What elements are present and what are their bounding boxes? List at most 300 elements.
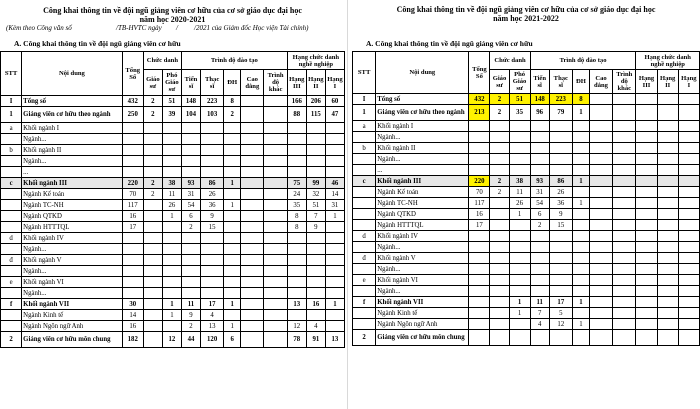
row-value xyxy=(613,132,636,143)
row-value: 17 xyxy=(549,297,572,308)
row-value xyxy=(241,156,264,167)
row-content: Khối ngành II xyxy=(376,143,469,154)
row-value: 16 xyxy=(306,299,325,310)
row-value: 60 xyxy=(325,96,344,107)
row-value xyxy=(162,266,181,277)
col-tong-so: Tổng Số xyxy=(469,52,490,94)
row-content: Giảng viên cơ hữu theo ngành xyxy=(22,107,123,123)
row-value xyxy=(143,332,162,348)
row-value xyxy=(572,154,589,165)
lecturer-table xyxy=(352,51,700,346)
row-value xyxy=(325,233,344,244)
row-value: 166 xyxy=(287,96,306,107)
row-value xyxy=(264,222,287,233)
row-value xyxy=(572,165,589,176)
row-value xyxy=(469,319,490,330)
row-value: 31 xyxy=(181,189,200,200)
row-value xyxy=(657,297,678,308)
row-value: 1 xyxy=(325,299,344,310)
row-value xyxy=(162,123,181,134)
row-value xyxy=(678,132,699,143)
row-value xyxy=(613,198,636,209)
row-value xyxy=(241,244,264,255)
row-value xyxy=(181,233,200,244)
row-stt: b xyxy=(1,145,22,156)
row-value xyxy=(657,264,678,275)
row-value xyxy=(678,297,699,308)
row-value xyxy=(122,277,143,288)
row-value xyxy=(530,143,549,154)
row-value: 1 xyxy=(572,319,589,330)
row-value xyxy=(469,264,490,275)
row-value xyxy=(122,134,143,145)
table-row xyxy=(1,200,345,211)
row-value xyxy=(589,209,612,220)
row-value: 223 xyxy=(200,96,223,107)
row-value xyxy=(636,242,657,253)
row-value xyxy=(287,134,306,145)
row-value: 35 xyxy=(509,105,530,121)
row-value xyxy=(490,198,509,209)
table-row xyxy=(1,277,345,288)
row-value xyxy=(657,132,678,143)
row-value xyxy=(264,107,287,123)
row-value xyxy=(636,143,657,154)
row-value xyxy=(325,167,344,178)
table-row xyxy=(1,96,345,107)
row-value: 31 xyxy=(530,187,549,198)
row-stt xyxy=(353,154,376,165)
table-row xyxy=(353,187,700,198)
table-row xyxy=(353,220,700,231)
row-value xyxy=(224,123,241,134)
row-value xyxy=(287,233,306,244)
row-content: Khối ngành I xyxy=(22,123,123,134)
row-value xyxy=(636,121,657,132)
row-value xyxy=(287,167,306,178)
row-value: 6 xyxy=(530,209,549,220)
row-value xyxy=(613,121,636,132)
col-hang-chuc-danh: Hạng chức danh nghề nghiệp xyxy=(287,52,344,70)
row-value xyxy=(224,310,241,321)
row-content: Khối ngành III xyxy=(22,178,123,189)
table-row xyxy=(353,94,700,105)
row-value xyxy=(657,143,678,154)
row-value xyxy=(325,255,344,266)
row-value xyxy=(264,299,287,310)
row-value xyxy=(613,297,636,308)
row-value xyxy=(162,288,181,299)
row-value: 220 xyxy=(469,176,490,187)
row-value xyxy=(589,231,612,242)
row-value xyxy=(636,330,657,346)
row-value xyxy=(678,154,699,165)
row-value xyxy=(143,123,162,134)
row-value xyxy=(162,277,181,288)
row-value xyxy=(469,143,490,154)
row-value xyxy=(636,105,657,121)
row-value xyxy=(200,233,223,244)
row-stt xyxy=(353,308,376,319)
row-value xyxy=(509,275,530,286)
row-value: 51 xyxy=(306,200,325,211)
row-value xyxy=(287,145,306,156)
row-content: Khối ngành V xyxy=(376,253,469,264)
row-value: 35 xyxy=(287,200,306,211)
row-value xyxy=(572,220,589,231)
row-value xyxy=(490,165,509,176)
row-value xyxy=(657,198,678,209)
row-value xyxy=(636,275,657,286)
row-value xyxy=(589,121,612,132)
row-value xyxy=(200,277,223,288)
row-value xyxy=(589,187,612,198)
row-content: Ngành Kinh tế xyxy=(22,310,123,321)
row-value: 432 xyxy=(469,94,490,105)
row-value xyxy=(572,242,589,253)
row-value: 44 xyxy=(181,332,200,348)
row-value: 15 xyxy=(200,222,223,233)
row-value: 1 xyxy=(224,321,241,332)
col-hang-2: Hạng II xyxy=(657,70,678,94)
row-value xyxy=(241,255,264,266)
row-value xyxy=(469,253,490,264)
row-value xyxy=(143,233,162,244)
row-content: Khối ngành V xyxy=(22,255,123,266)
col-hang-2: Hạng II xyxy=(306,70,325,96)
table-row xyxy=(1,321,345,332)
row-stt xyxy=(1,134,22,145)
row-value xyxy=(264,332,287,348)
row-value xyxy=(678,220,699,231)
row-value xyxy=(181,145,200,156)
row-value: 1 xyxy=(224,299,241,310)
row-value xyxy=(572,253,589,264)
row-value: 4 xyxy=(530,319,549,330)
row-value xyxy=(490,154,509,165)
row-value xyxy=(469,275,490,286)
col-dh: ĐH xyxy=(224,70,241,96)
row-value xyxy=(469,286,490,297)
row-value: 432 xyxy=(122,96,143,107)
row-value xyxy=(490,209,509,220)
row-value xyxy=(530,253,549,264)
row-stt xyxy=(353,286,376,297)
row-stt: b xyxy=(353,143,376,154)
row-value xyxy=(589,132,612,143)
col-cao-dang: Cao đẳng xyxy=(241,70,264,96)
table-row xyxy=(353,105,700,121)
row-value xyxy=(143,266,162,277)
row-value xyxy=(657,154,678,165)
row-value xyxy=(143,288,162,299)
row-content: Ngành Kế toán xyxy=(376,187,469,198)
row-stt xyxy=(1,321,22,332)
row-value xyxy=(224,145,241,156)
row-value: 11 xyxy=(181,299,200,310)
row-value: 1 xyxy=(509,308,530,319)
row-value xyxy=(549,253,572,264)
row-value xyxy=(589,198,612,209)
row-value: 36 xyxy=(549,198,572,209)
row-value: 13 xyxy=(325,332,344,348)
lecturer-table xyxy=(0,51,345,348)
row-value xyxy=(200,134,223,145)
row-value xyxy=(287,310,306,321)
row-value: 38 xyxy=(162,178,181,189)
row-value xyxy=(678,176,699,187)
row-value: 26 xyxy=(200,189,223,200)
col-tien-si: Tiến sĩ xyxy=(530,70,549,94)
row-value: 38 xyxy=(509,176,530,187)
row-value: 17 xyxy=(200,299,223,310)
row-value xyxy=(549,154,572,165)
row-value xyxy=(264,167,287,178)
row-value: 2 xyxy=(224,107,241,123)
table-row xyxy=(353,242,700,253)
row-content: Khối ngành VI xyxy=(22,277,123,288)
row-value xyxy=(509,253,530,264)
document-title: Công khai thông tin về đội ngũ giảng viên cơ hữu của cơ sở giáo dục đại học xyxy=(43,6,302,15)
row-value xyxy=(325,134,344,145)
row-value xyxy=(657,275,678,286)
row-value xyxy=(678,94,699,105)
row-value: 8 xyxy=(572,94,589,105)
row-value xyxy=(224,255,241,266)
row-value xyxy=(572,143,589,154)
row-value xyxy=(530,242,549,253)
row-value xyxy=(469,242,490,253)
document-title: Công khai thông tin về đội ngũ giảng viên cơ hữu của cơ sở giáo dục đại học xyxy=(396,5,656,14)
row-value xyxy=(469,154,490,165)
row-value: 2 xyxy=(143,96,162,107)
row-value: 54 xyxy=(181,200,200,211)
row-value xyxy=(613,154,636,165)
row-stt: c xyxy=(353,176,376,187)
row-value xyxy=(509,231,530,242)
row-value xyxy=(678,330,699,346)
row-value xyxy=(224,156,241,167)
row-value xyxy=(200,255,223,266)
row-value xyxy=(678,165,699,176)
row-value: 12 xyxy=(287,321,306,332)
row-value: 182 xyxy=(122,332,143,348)
table-row xyxy=(353,176,700,187)
row-value xyxy=(200,123,223,134)
row-content: Giảng viên cơ hữu môn chung xyxy=(376,330,469,346)
row-value xyxy=(264,310,287,321)
row-value xyxy=(287,156,306,167)
row-stt xyxy=(353,264,376,275)
row-value xyxy=(490,319,509,330)
row-stt xyxy=(1,288,22,299)
row-value: 1 xyxy=(162,299,181,310)
col-hang-1: Hạng I xyxy=(678,70,699,94)
row-stt: đ xyxy=(353,253,376,264)
row-value xyxy=(181,277,200,288)
row-value xyxy=(181,123,200,134)
row-value xyxy=(657,231,678,242)
row-value: 2 xyxy=(143,189,162,200)
row-value xyxy=(589,319,612,330)
row-content: Ngành QTKD xyxy=(22,211,123,222)
row-content: Ngành HTTTQL xyxy=(22,222,123,233)
table-row xyxy=(353,198,700,209)
row-value: 75 xyxy=(287,178,306,189)
row-value xyxy=(613,209,636,220)
row-value xyxy=(122,167,143,178)
row-value xyxy=(143,167,162,178)
row-value xyxy=(657,121,678,132)
table-row xyxy=(1,178,345,189)
row-value xyxy=(224,222,241,233)
row-value xyxy=(549,121,572,132)
row-value xyxy=(181,255,200,266)
table-row xyxy=(353,121,700,132)
table-row xyxy=(1,266,345,277)
row-stt xyxy=(1,211,22,222)
row-stt: I xyxy=(1,96,22,107)
row-value: 1 xyxy=(572,176,589,187)
row-value xyxy=(264,134,287,145)
row-value xyxy=(162,145,181,156)
row-value: 9 xyxy=(181,310,200,321)
table-row xyxy=(353,308,700,319)
row-content: Khối ngành VI xyxy=(376,275,469,286)
row-value: 7 xyxy=(530,308,549,319)
col-hang-3: Hạng III xyxy=(287,70,306,96)
col-noi-dung: Nội dung xyxy=(376,52,469,94)
reference-note: (Kèm theo Công văn số /TB-HVTC ngày / /2021 của Giám đốc Học viện Tài chính) xyxy=(6,24,309,32)
row-value xyxy=(613,253,636,264)
row-value xyxy=(241,332,264,348)
row-value xyxy=(181,244,200,255)
section-heading: A. Công khai thông tin về đội ngũ giảng viên cơ hữu xyxy=(14,39,181,48)
row-value: 8 xyxy=(287,211,306,222)
row-stt: a xyxy=(353,121,376,132)
row-value: 51 xyxy=(162,96,181,107)
row-value xyxy=(490,220,509,231)
row-value xyxy=(509,242,530,253)
row-value xyxy=(162,233,181,244)
row-value xyxy=(469,231,490,242)
table-row xyxy=(1,244,345,255)
row-value xyxy=(469,330,490,346)
table-row xyxy=(1,156,345,167)
row-value xyxy=(224,167,241,178)
row-value: 223 xyxy=(549,94,572,105)
row-content: Giảng viên cơ hữu môn chung xyxy=(22,332,123,348)
row-value: 54 xyxy=(530,198,549,209)
row-value: 250 xyxy=(122,107,143,123)
row-value xyxy=(657,286,678,297)
row-content: Tổng số xyxy=(22,96,123,107)
col-hang-1: Hạng I xyxy=(325,70,344,96)
row-value xyxy=(678,242,699,253)
row-value xyxy=(200,167,223,178)
row-value xyxy=(572,132,589,143)
row-value: 9 xyxy=(549,209,572,220)
row-value xyxy=(241,222,264,233)
table-row xyxy=(1,123,345,134)
row-value: 117 xyxy=(469,198,490,209)
row-value xyxy=(306,244,325,255)
row-value: 16 xyxy=(469,209,490,220)
row-content: Ngành... xyxy=(376,242,469,253)
row-value xyxy=(224,288,241,299)
table-row xyxy=(353,154,700,165)
row-value xyxy=(589,165,612,176)
row-value: 2 xyxy=(490,176,509,187)
row-value xyxy=(306,310,325,321)
row-stt: f xyxy=(1,299,22,310)
row-stt xyxy=(1,310,22,321)
row-value xyxy=(143,244,162,255)
row-value xyxy=(572,286,589,297)
table-row xyxy=(353,132,700,143)
row-content: ... xyxy=(22,167,123,178)
row-value xyxy=(325,310,344,321)
row-value xyxy=(325,123,344,134)
row-value: 2 xyxy=(530,220,549,231)
row-content: Khối ngành IV xyxy=(22,233,123,244)
row-value xyxy=(613,330,636,346)
row-value xyxy=(264,200,287,211)
document-2020-2021 xyxy=(0,0,345,348)
row-value xyxy=(143,255,162,266)
row-value: 17 xyxy=(469,220,490,231)
row-value xyxy=(325,145,344,156)
col-tong-so: Tổng Số xyxy=(122,52,143,96)
row-value xyxy=(490,330,509,346)
row-value xyxy=(325,266,344,277)
row-value xyxy=(636,198,657,209)
row-stt: đ xyxy=(1,255,22,266)
table-row xyxy=(1,288,345,299)
row-value xyxy=(678,253,699,264)
row-value xyxy=(509,121,530,132)
col-trinh-do-khac: Trình độ khác xyxy=(264,70,287,96)
row-value: 115 xyxy=(306,107,325,123)
row-value xyxy=(589,275,612,286)
row-value xyxy=(530,121,549,132)
row-stt xyxy=(353,198,376,209)
row-stt: d xyxy=(353,231,376,242)
row-value xyxy=(241,211,264,222)
row-value: 86 xyxy=(549,176,572,187)
row-value xyxy=(636,286,657,297)
row-value xyxy=(162,167,181,178)
row-value xyxy=(572,231,589,242)
row-stt: 2 xyxy=(353,330,376,346)
row-value xyxy=(589,297,612,308)
row-value xyxy=(678,187,699,198)
row-content: Ngành... xyxy=(22,244,123,255)
row-value xyxy=(509,165,530,176)
row-value: 6 xyxy=(224,332,241,348)
section-heading: A. Công khai thông tin về đội ngũ giảng viên cơ hữu xyxy=(366,39,533,48)
row-value xyxy=(287,255,306,266)
row-value xyxy=(678,264,699,275)
row-stt: c xyxy=(1,178,22,189)
row-stt: a xyxy=(1,123,22,134)
col-trinh-do-khac: Trình độ khác xyxy=(613,70,636,94)
row-value xyxy=(589,286,612,297)
row-value xyxy=(162,222,181,233)
row-value xyxy=(143,310,162,321)
col-tien-si: Tiến sĩ xyxy=(181,70,200,96)
row-value: 117 xyxy=(122,200,143,211)
